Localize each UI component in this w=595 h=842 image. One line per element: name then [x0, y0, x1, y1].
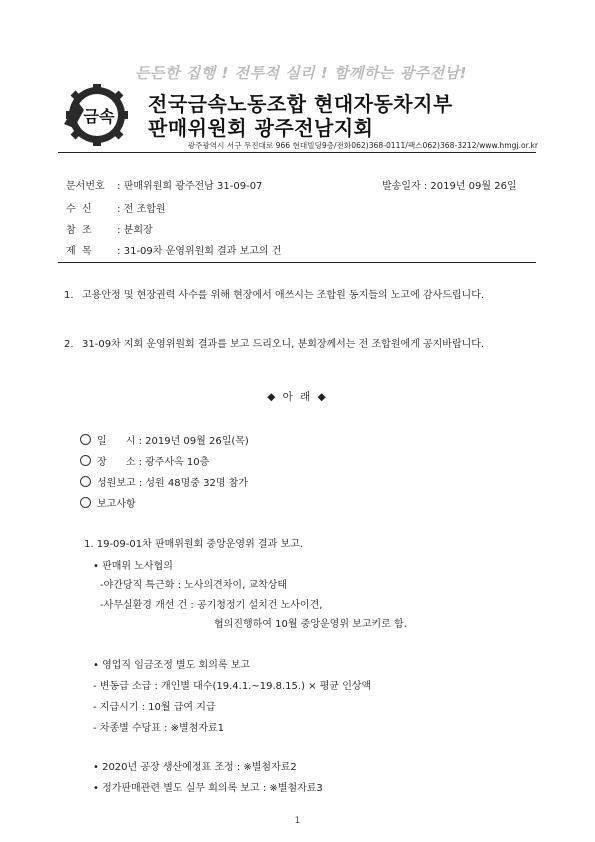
reference-row	[66, 221, 153, 236]
paragraph-1	[64, 285, 534, 306]
doc-number-row	[66, 177, 262, 192]
union-logo-icon	[62, 84, 132, 146]
paragraph-1-text: 고용안정 및 현장권력 사수를 위해 현장에서 애쓰시는 조합원 동지들의 노고에 감사드립니다.	[82, 290, 485, 301]
subject-row	[66, 242, 281, 257]
page-number: 1	[294, 816, 301, 826]
report-line: 협의진행하여 10월 중앙운영위 보고키로 함.	[214, 619, 407, 630]
subject-value: : 31-09차 운영위원회 결과 보고의 건	[114, 246, 282, 257]
report-line: • 영업직 임금조정 별도 회의록 보고	[93, 660, 251, 671]
bullet-circle-icon	[80, 497, 91, 508]
report-title: 1. 19-09-01차 판매위원회 중앙운영위 결과 보고.	[84, 539, 303, 550]
recipient-value: : 전 조합원	[114, 204, 166, 215]
subject-label: 제 목	[66, 246, 92, 257]
header-divider	[58, 152, 536, 153]
paragraph-2-number: 2.	[64, 339, 74, 350]
report-line: - 변동급 소급 : 개인별 대수(19.4.1.~19.8.15.) × 평균 인상액	[93, 681, 372, 692]
meta-divider	[58, 262, 536, 263]
report-line: - 차종별 수당표 : ※별첨자료1	[93, 723, 225, 734]
section-title: ◆ 아 래 ◆	[267, 391, 328, 403]
org-name-line1: 전국금속노동조합 현대자동차지부	[148, 92, 453, 116]
item-location	[80, 453, 209, 468]
org-name-line2: 판매위원회 광주전남지회	[148, 116, 374, 140]
item-report-text: 보고사항	[97, 499, 136, 510]
report-line: • 정가판매관련 별도 실무 회의록 보고 : ※별첨자료3	[93, 783, 323, 794]
reference-label: 참 조	[66, 225, 92, 236]
bullet-circle-icon	[80, 455, 91, 466]
slogan: 든든한 집행 ! 전투적 실리 ! 함께하는 광주전남!	[135, 64, 467, 82]
report-line: -야간당직 특근화 : 노사의견차이, 교착상태	[100, 580, 288, 591]
recipient-row	[66, 200, 166, 215]
paragraph-1-number: 1.	[64, 290, 74, 301]
doc-number-label: 문서번호	[66, 181, 105, 192]
bullet-circle-icon	[80, 476, 91, 487]
report-line: -사무실환경 개선 건 : 공기청정기 설치건 노사이견,	[100, 600, 323, 611]
item-datetime	[80, 432, 249, 447]
report-line: • 2020년 공장 생산예정표 조정 : ※별첨자료2	[93, 762, 297, 773]
paragraph-2	[64, 334, 534, 355]
report-line: • 판매위 노사협의	[93, 561, 173, 572]
recipient-label: 수 신	[66, 204, 92, 215]
item-location-text: 장 소 : 광주사옥 10층	[97, 457, 210, 468]
doc-number-value: : 판매위원회 광주전남 31-09-07	[114, 181, 263, 192]
item-report	[80, 495, 136, 510]
logo-text: 금속	[83, 107, 115, 126]
item-attendance-text: 성원보고 : 성원 48명중 32명 참가	[97, 478, 248, 489]
item-datetime-text: 일 시 : 2019년 09월 26일(목)	[97, 436, 249, 447]
send-date: 발송일자 : 2019년 09월 26일	[382, 181, 517, 192]
item-attendance	[80, 474, 248, 489]
org-address: 광주광역시 서구 무진대로 966 현대빌딩9층/전화062)368-0111/팩스062)368-3212/www.hmgj.or.kr	[187, 141, 538, 150]
paragraph-2-text: 31-09차 지회 운영위원회 결과를 보고 드리오니, 분회장께서는 전 조합원에게 공지바랍니다.	[82, 339, 485, 350]
report-line: - 지급시기 : 10월 급여 지급	[93, 702, 216, 713]
reference-value: : 분회장	[114, 225, 153, 236]
bullet-circle-icon	[80, 434, 91, 445]
